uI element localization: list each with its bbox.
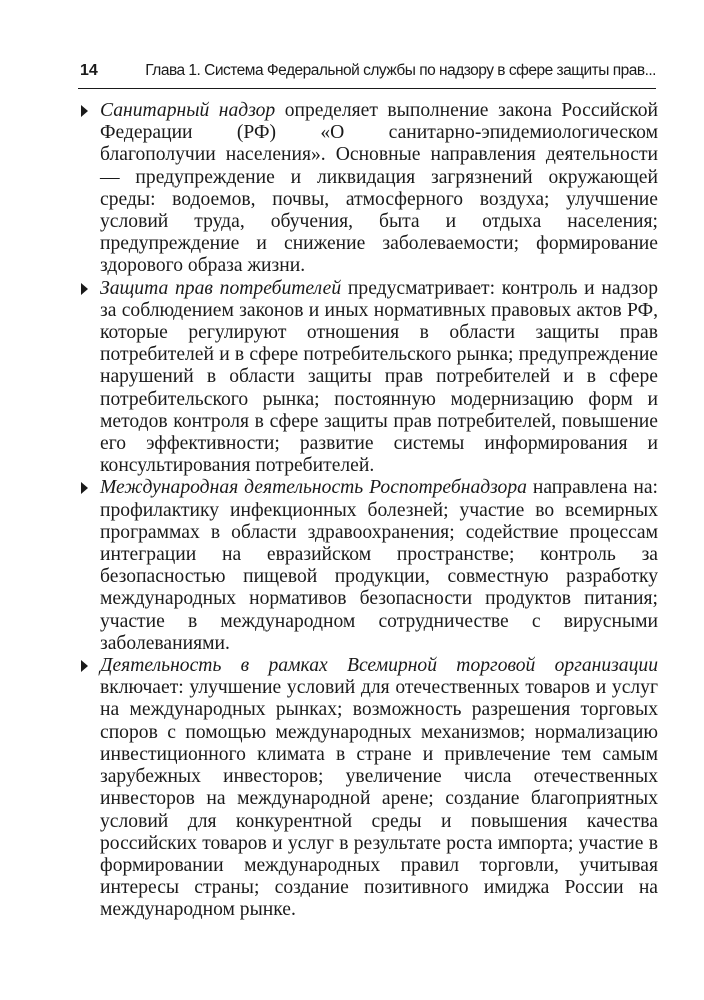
item-text: направлена на: профилактику инфекционных болезней; участие во всемирных программах в области здравоохранения; содействие процессам интеграции на евразийском пространстве; контроль за безопасностью пищевой продукции, совместную разработку международных нормативов безопасности продуктов питания; участие в международном сотрудничестве с вирусными заболеваниями. [100,477,658,654]
item-text: определяет выполнение закона Российской Федерации (РФ) «О санитарно-эпидемиологическом благополучии населения». Основные направления деятельности — предупреждение и ликвидация загрязнений окружающей среды: водоемов, почвы, атмосферного воздуха; улучшение условий труда, обучения, быта и отдыха населения; предупреждение и снижение заболеваемости; формирование здорового образа жизни. [100,100,658,277]
item-term: Санитарный надзор [100,100,276,121]
bullet-triangle-icon [81,105,88,117]
list-item [100,655,658,921]
body-text [100,100,658,922]
list-item [100,278,658,478]
list-item [100,100,658,278]
item-term: Защита прав потребителей [100,277,342,299]
bullet-triangle-icon [81,482,88,494]
item-text: предусматривает: контроль и надзор за соблюдением законов и иных нормативных правовых актов РФ, которые регулируют отношения в области защиты прав потребителей и в сфере потребительского рынка; предупреждение нарушений в области защиты прав потребителей и в сфере потребительского рынка; постоянную модернизацию форм и методов контроля в сфере защиты прав потребителей, повышение его эффективности; развитие системы информирования и консультирования потребителей. [100,277,658,477]
item-term: Международная деятельность Роспотребнадзора [100,477,527,499]
running-header [78,58,656,89]
running-title: Глава 1. Система Федеральной службы по надзору в сфере защиты прав... [145,62,656,79]
list-item [100,477,658,655]
bullet-triangle-icon [81,660,88,672]
item-term: Деятельность в рамках Всемирной торговой организации [100,655,658,677]
item-text: включает: улучшение условий для отечественных товаров и услуг на международных рынках; возможность разрешения торговых споров с помощью международных механизмов; нормализацию инвестиционного климата в стране и привлечение тем самым зарубежных инвесторов; увеличение числа отечественных инвесторов на международной арене; создание благоприятных условий для конкурентной среды и повышения качества российских товаров и услуг в результате роста импорта; участие в формировании международных правил торговли, учитывая интересы страны; создание позитивного имиджа России на международном рынке. [100,677,658,921]
bullet-triangle-icon [81,283,88,295]
page-number: 14 [80,62,98,79]
